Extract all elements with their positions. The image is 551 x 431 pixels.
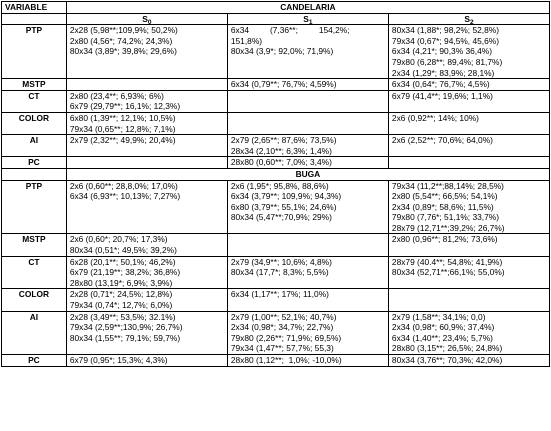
result-cell-s0 [66, 79, 227, 91]
results-table [1, 1, 550, 367]
result-cell-s2: 79x34 (11,2**;88,14%; 28,5%) 2x80 (5,54**; 66,5%; 54,1%) 2x34 (0,89*; 58,6%; 11,5%) 79x80 (7,76*; 51,1%; 33,7%) 28x79 (12,71**;39,2%; 26,7%) [388, 180, 549, 234]
column-header-s2 [388, 13, 549, 25]
column-header-sub: 2 [469, 18, 474, 25]
table-row [2, 289, 550, 311]
location-header: BUGA [66, 168, 549, 180]
result-cell-s2: 6x34 (0,64*; 76,7%; 4,5%) [388, 79, 549, 91]
result-cell-s1: 28x80 (1,12**; 1,0%; -10,0%) [227, 355, 388, 367]
column-header-base: S [142, 13, 148, 24]
location-row [2, 168, 550, 180]
variable-cell: MSTP [2, 79, 67, 91]
empty-cell [2, 168, 67, 180]
result-cell-s2: 2x6 (2,52**; 70,6%; 64,0%) [388, 135, 549, 157]
result-cell-s0: 2x28 (0,71*; 24,5%; 12,8%) 79x34 (0,74*; 12,7%; 6,0%) [66, 289, 227, 311]
variable-cell: AI [2, 135, 67, 157]
result-cell-s1: 2x79 (2,65**; 87,6%; 73,5%) 28x34 (2,10**; 6,3%; 1,4%) [227, 135, 388, 157]
result-cell-s0: 6x28 (20,1**; 50,1%; 46,2%) 6x79 (21,19**; 38,2%; 36,8%) 28x80 (13,19*; 6,9%; 3,9%) [66, 256, 227, 289]
result-cell-s2: 6x79 (41,4**; 19,6%; 1,1%) [388, 90, 549, 112]
table-row [2, 112, 550, 134]
variable-cell: COLOR [2, 289, 67, 311]
variable-cell: COLOR [2, 112, 67, 134]
variable-cell: CT [2, 90, 67, 112]
result-cell-s2: 80x34 (1,88*; 98,2%; 52,8%) 79x34 (0,67*; 94,5%, 45,6%) 6x34 (4,21*; 90,3% 36,4%) 79x80 (6,28**; 89,4%; 81,7%) 2x34 (1,29*; 83,9%; 28,1%) [388, 25, 549, 79]
result-cell-s2 [388, 289, 549, 311]
result-cell-s2: 2x6 (0,92**; 14%; 10%) [388, 112, 549, 134]
result-cell-s1: 2x6 (1,95*; 95,8%, 88,6%) 6x34 (3,79**; 109,9%; 94,3%) 6x80 (3,79**; 55,1%; 24,6%) 80x34 (5,47**;70,9%; 29%) [227, 180, 388, 234]
column-header-s1 [227, 13, 388, 25]
result-cell-s0: 2x6 (0,60**; 28,8,0%; 17,0%) 6x34 (6,93**; 10,13%; 7,27%) [66, 180, 227, 234]
table-row [2, 256, 550, 289]
table-row [2, 157, 550, 169]
table-row [2, 234, 550, 256]
location-header: CANDELARIA [66, 2, 549, 14]
result-cell-s1: 6x34 (0,79**; 76,7%; 4,59%) [227, 79, 388, 91]
column-header-base: S [464, 13, 470, 24]
column-header-sub: 0 [147, 18, 152, 25]
table-row [2, 355, 550, 367]
result-cell-s0: 2x28 (3,49**; 53,5%; 32.1%) 79x34 (2,59**;130,9%; 26,7%) 80x34 (1,55**; 79,1%; 59,7%) [66, 311, 227, 354]
table-row [2, 79, 550, 91]
result-cell-s2: 2x79 (1,58**; 34,1%; 0,0) 2x34 (0,98*; 60,9%; 37,4%) 6x34 (1,40**; 23,4%; 5,7%) 28x80 (3,15**; 26,5%; 24,8%) [388, 311, 549, 354]
result-cell-s2: 2x80 (0,96**; 81,2%; 73,6%) [388, 234, 549, 256]
result-cell-s0: 2x6 (0,60*; 20,7%; 17,3%) 80x34 (0,51*; 49,5%; 39,2%) [66, 234, 227, 256]
result-cell-s0: 2x80 (23,4**; 6,93%; 6%) 6x79 (29,79**; 16,1%; 12,3%) [66, 90, 227, 112]
result-cell-s1: 6x34 (7,36**; 154,2%; 151,8%) 80x34 (3,9*; 92,0%; 71,9%) [227, 25, 388, 79]
variable-cell: CT [2, 256, 67, 289]
result-cell-s2: 80x34 (3,76**; 70,3%; 42,0%) [388, 355, 549, 367]
result-cell-s2: 28x79 (40.4**; 54,8%; 41,9%) 80x34 (52,71**;66,1%; 55,0%) [388, 256, 549, 289]
result-cell-s1: 2x79 (1,00**; 52,1%; 40,7%) 2x34 (0,98*; 34,7%; 22,7%) 79x80 (2,26**; 71,9%; 69,5%) 79x34 (1,47**; 57,7%; 55,3) [227, 311, 388, 354]
result-cell-s1: 2x79 (34,9**; 10,6%; 4,8%) 80x34 (17,7*; 8,3%; 5,5%) [227, 256, 388, 289]
variable-cell: MSTP [2, 234, 67, 256]
table-row [2, 135, 550, 157]
column-header-base: S [303, 13, 309, 24]
column-header-sub: 1 [308, 18, 313, 25]
table-row [2, 311, 550, 354]
variable-cell: PTP [2, 180, 67, 234]
table-row [2, 90, 550, 112]
variable-cell: AI [2, 311, 67, 354]
result-cell-s1 [227, 234, 388, 256]
table-header-row [2, 2, 550, 14]
result-cell-s0: 6x80 (1,39**; 12,1%; 10,5%) 79x34 (0,65**; 12,8%; 7,1%) [66, 112, 227, 134]
table-row [2, 180, 550, 234]
variable-cell: PC [2, 355, 67, 367]
column-header-s0 [66, 13, 227, 25]
empty-header-cell [2, 13, 67, 25]
result-cell-s1: 6x34 (1,17**; 17%; 11,0%) [227, 289, 388, 311]
result-cell-s1: 28x80 (0,60**; 7,0%; 3,4%) [227, 157, 388, 169]
result-cell-s0: 2x79 (2,32**; 49,9%; 20,4%) [66, 135, 227, 157]
result-cell-s2 [388, 157, 549, 169]
result-cell-s1 [227, 112, 388, 134]
result-cell-s1 [227, 90, 388, 112]
variable-cell: PTP [2, 25, 67, 79]
table-row [2, 25, 550, 79]
result-cell-s0: 6x79 (0,95*; 15,3%; 4,3%) [66, 355, 227, 367]
result-cell-s0: 2x28 (5,98**;109,9%; 50,2%) 2x80 (4,56*; 74,2%; 24,3%) 80x34 (3,89*; 39,8%; 29,6%) [66, 25, 227, 79]
variable-cell: PC [2, 157, 67, 169]
column-header-row [2, 13, 550, 25]
table-body [2, 2, 550, 367]
result-cell-s0 [66, 157, 227, 169]
variable-header: VARIABLE [2, 2, 67, 14]
